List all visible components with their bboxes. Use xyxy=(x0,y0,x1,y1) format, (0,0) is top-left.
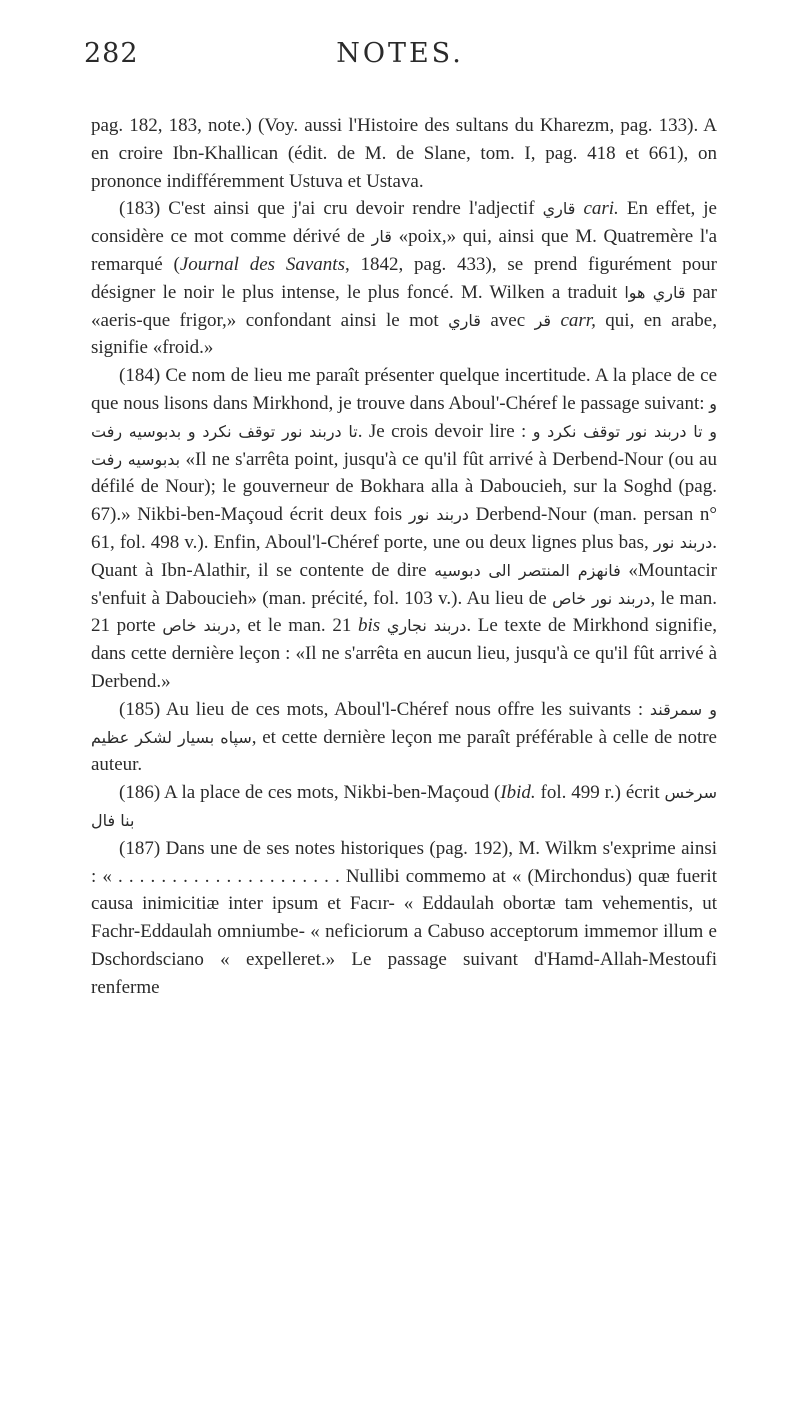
arabic-text: دربند نور خاص xyxy=(552,588,651,608)
text-run: pag. 182, 183, note.) (Voy. aussi l'Histoire des sultans du Kharezm, pag. 133). A en croire Ibn-Khallican (édit. de M. de Slane, tom. I, pag. 418 et 661), on prononce indifféremment Ustuva et Ustava. xyxy=(91,115,717,192)
arabic-text: دربند نور xyxy=(408,505,469,525)
text-run: fol. 499 r.) écrit xyxy=(535,782,665,804)
note-paragraph xyxy=(91,835,717,1002)
text-run: (186) A la place de ces mots, Nikbi-ben-Maçoud ( xyxy=(119,782,501,804)
text-run: avec xyxy=(480,309,535,331)
italic-text: carr, xyxy=(560,309,596,331)
note-paragraph xyxy=(91,362,717,696)
italic-text: bis xyxy=(358,615,381,637)
text-run: , le man. 21 porte xyxy=(91,587,717,637)
arabic-text: قار xyxy=(371,227,392,247)
text-run: (185) Au lieu de ces mots, Aboul'l-Chéref nous offre les suivants : xyxy=(119,698,650,720)
text-run: , et cette dernière leçon me paraît préférable à celle de notre auteur. xyxy=(91,726,717,776)
text-run: «Il ne s'arrêta point, jusqu'à ce qu'il fût arrivé à Derbend-Nour (ou au défilé de Nour); le gouverneur de Bokhara alla à Daboucieh, sur la Soghd (pag. 67).» Nikbi-ben-Maçoud écrit deux fois xyxy=(91,448,717,526)
arabic-text: قاري xyxy=(542,199,576,219)
italic-text: cari. xyxy=(583,198,619,220)
arabic-text: قاري xyxy=(448,310,481,330)
arabic-text: دربند نور xyxy=(653,532,713,552)
text-run: Derbend-Nour (man. persan n° 61, fol. 498 v.). Enfin, Aboul'l-Chéref porte, une ou deux lignes plus bas, xyxy=(91,504,717,553)
text-run xyxy=(380,615,387,636)
text-run: En effet, je considère ce mot comme dérivé de xyxy=(91,198,717,248)
text-run: «poix,» qui, ainsi que M. Quatremère l'a remarqué ( xyxy=(91,226,717,275)
arabic-text: قر xyxy=(534,310,552,330)
text-run: (187) Dans une de ses notes historiques (pag. 192), M. Wilkm s'exprime ainsi : « . . . . . . . . . . . . . . . . . . . . . Nullibi commemo at « (Mirchondus) quæ fuerit causa inimicitiæ inter ipsum et Facır- « Eddaulah obortæ tam vehementis, ut Fachr-Eddaulah omniumbe- « neficiorum a Cabuso acceptorum immemor illum e Dschordsciano « expelleret.» Le passage suivant d'Hamd-Allah-Mestoufi renferme xyxy=(91,837,717,998)
text-run: , et le man. 21 xyxy=(236,615,358,637)
text-run xyxy=(646,282,653,303)
text-run: «Mountacir s'enfuit à Daboucieh» (man. précité, fol. 103 v.). Au lieu de xyxy=(91,559,718,609)
italic-text: Journal des Savants xyxy=(179,253,345,275)
text-run: . Quant à Ibn-Alathir, il se contente de dire xyxy=(91,531,717,581)
text-run: (184) Ce nom de lieu me paraît présenter quelque incertitude. A la place de ce que nous lisons dans Mirkhond, je trouve dans Aboul'-Chéref le passage suivant: xyxy=(91,365,717,414)
arabic-text: قاري xyxy=(652,282,686,302)
arabic-text: دربند خاص xyxy=(162,616,237,636)
running-title: NOTES. xyxy=(336,38,464,69)
text-run: . Je crois devoir lire : xyxy=(357,420,533,442)
arabic-text: دربند نجاري xyxy=(386,616,467,636)
arabic-text: سرخس بنا فال xyxy=(91,783,717,830)
text-run: (183) C'est ainsi que j'ai cru devoir rendre l'adjectif xyxy=(119,198,543,220)
text-run: . Le texte de Mirkhond signifie, dans cette dernière leçon : «Il ne s'arrêta en aucun lieu, jusqu'à ce qu'il fût arrivé à Derbend.» xyxy=(91,615,718,692)
text-run: qui, en arabe, signifie «froid.» xyxy=(91,309,717,359)
italic-text: Ibid. xyxy=(500,782,536,804)
note-paragraph xyxy=(91,696,717,779)
arabic-text: و سمرقند سپاه بسيار لشكر عظيم xyxy=(91,699,717,747)
arabic-text: و تا دربند نور توقف نكرد و بدبوسيه رفت xyxy=(91,421,718,469)
arabic-text: هوا xyxy=(624,282,646,302)
arabic-text: و تا دربند نور توقف نكرد و بدبوسيه رفت xyxy=(91,393,717,441)
page-header xyxy=(84,38,716,78)
note-paragraph xyxy=(91,112,717,195)
arabic-text: دبوسيه xyxy=(434,560,481,580)
page-number: 282 xyxy=(84,38,139,69)
arabic-text: فانهزم المنتصر الى xyxy=(488,560,621,580)
text-run: par «aeris-que frigor,» confondant ainsi le mot xyxy=(91,281,717,331)
text-run: , 1842, pag. 433), se prend figurément pour désigner le noir le plus intense, le plus foncé. M. Wilken a traduit xyxy=(91,253,717,303)
note-paragraph xyxy=(91,779,717,835)
note-paragraph xyxy=(91,195,717,362)
notes-body xyxy=(91,112,717,1002)
